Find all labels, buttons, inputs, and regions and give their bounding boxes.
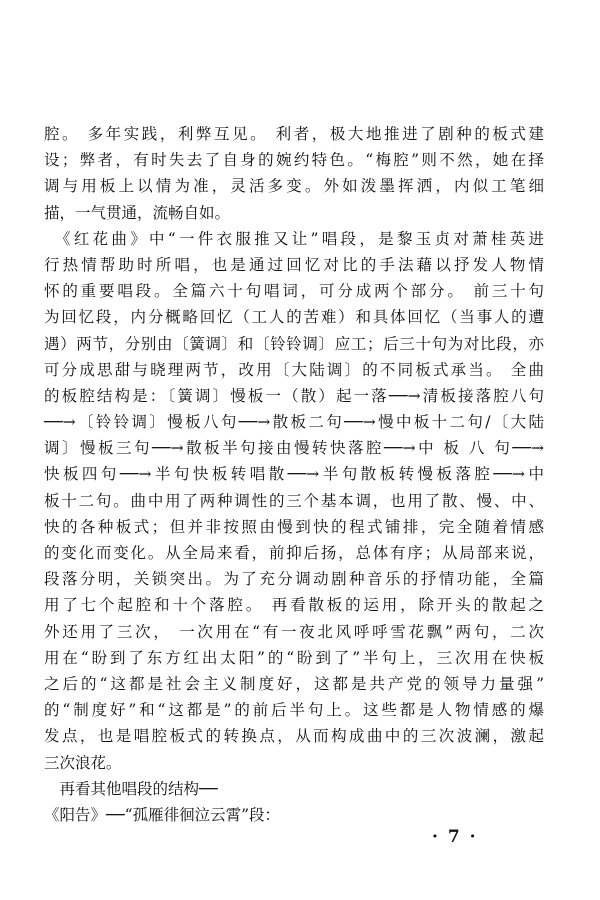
text-line: 之后的“这都是社会主义制度好，这都是共产党的领导力量强” [44,674,544,693]
text-line: 为回忆段，内分概略回忆（工人的苦难）和具体回忆（当事人的遭 [44,308,544,327]
text-line: 可分成思甜与晓理两节，改用〔大陆调〕的不同板式承当。 全曲 [44,360,544,379]
text-line: 调与用板上以情为准，灵活多变。外如泼墨挥洒，内似工笔细 [44,177,544,196]
text-line: 《红花曲》中“一件衣服推又让”唱段，是黎玉贞对萧桂英进 [44,229,544,248]
text-line: 《阳告》──“孤雁徘徊泣云霄”段： [44,805,281,824]
text-line: 三次浪花。 [44,753,122,772]
text-line: 用了七个起腔和十个落腔。 再看散板的运用，除开头的散起之 [44,596,544,615]
text-line: 遇）两节，分别由〔簧调〕和〔铃铃调〕应工；后三十句为对比段，亦 [44,334,544,353]
page-number: · 7 · [432,827,478,847]
text-line: 描，一气贯通，流畅自如。 [44,203,231,222]
text-line: 行热情帮助时所唱，也是通过回忆对比的手法藉以抒发人物情 [44,255,544,274]
text-line: 快的各种板式；但并非按照由慢到快的程式铺排，完全随着情感 [44,517,544,536]
text-line: 的“制度好”和“这都是”的前后半句上。这些都是人物情感的爆 [44,701,544,720]
text-line: 发点，也是唱腔板式的转换点，从而构成曲中的三次波澜，激起 [44,727,544,746]
text-line: 板十二句。曲中用了两种调性的三个基本调，也用了散、慢、中、 [44,491,544,510]
text-line: 的变化而变化。从全局来看，前抑后扬，总体有序；从局部来说， [44,544,544,562]
text-line: 再看其他唱段的结构── [44,779,218,798]
text-line: 用在“盼到了东方红出太阳”的“盼到了”半句上，三次用在快板 [44,648,544,667]
text-line: 设；弊者，有时失去了自身的婉约特色。“梅腔”则不然，她在择 [44,151,544,170]
text-line: 腔。 多年实践，利弊互见。 利者，极大地推进了剧种的板式建 [44,125,544,143]
text-line: ──→〔铃铃调〕慢板八句──→散板二句──→慢中板十二句/〔大陆 [44,413,544,432]
text-line: 段落分明，关锁突出。为了充分调动剧种音乐的抒情功能，全篇 [44,570,544,589]
text-line: 的板腔结构是：〔簧调〕慢板一（散）起一落──→清板接落腔八句 [44,386,544,405]
text-line: 调〕慢板三句──→散板半句接由慢转快落腔──→中 板 八 句──→ [44,439,544,458]
body-text [44,121,544,828]
text-line: 怀的重要唱段。全篇六十句唱词，可分成两个部分。 前三十句 [44,282,544,301]
text-line: 外还用了三次， 一次用在“有一夜北风呼呼雪花飘”两句，二次 [44,622,544,641]
text-line: 快板四句──→半句快板转唱散──→半句散板转慢板落腔──→中 [44,465,544,484]
